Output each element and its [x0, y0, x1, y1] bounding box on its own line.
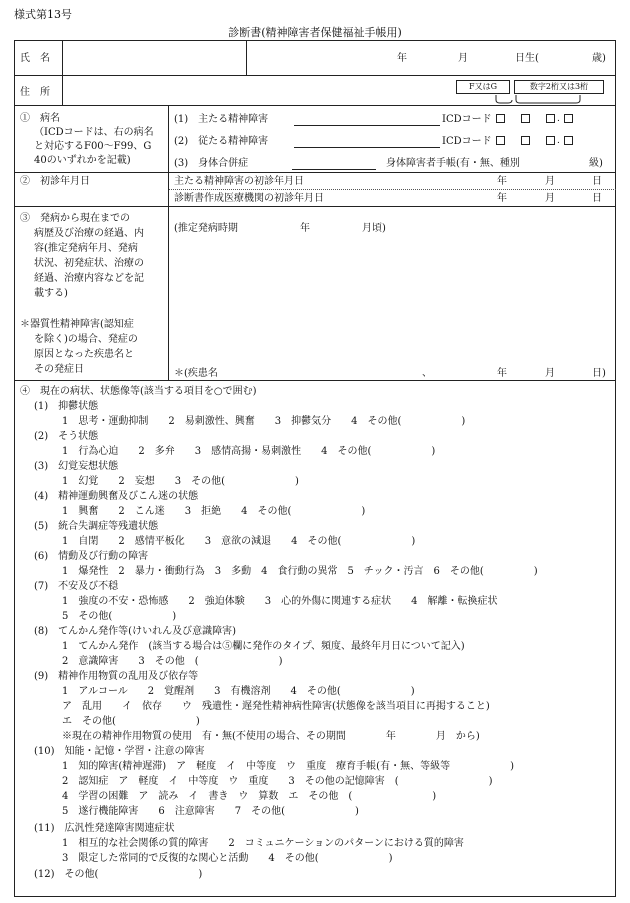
first-visit-institution-month: 月 — [545, 193, 555, 204]
causal-disease-label: ＊(疾患名 — [174, 368, 218, 379]
birth-year-unit: 年 — [397, 53, 407, 64]
s4-excitement-heading: (4) 精神運動興奮及びこん迷の状態 — [34, 491, 199, 502]
icd-digits-note: 数字2桁又は3桁 — [514, 80, 604, 94]
first-visit-institution-day: 日 — [592, 193, 602, 204]
s4-hallucination-heading: (3) 幻覚妄想状態 — [34, 461, 119, 472]
section3-label-line3: 容(推定発病年月、発病 — [34, 243, 138, 254]
icd-secondary-box3[interactable] — [546, 136, 555, 145]
s4-other-heading: (12) その他( ) — [34, 869, 203, 880]
rule-section2-middle — [168, 189, 616, 190]
rule-label-column — [62, 40, 63, 105]
s4-anxiety-heading: (7) 不安及び不穏 — [34, 581, 119, 592]
first-visit-institution-year: 年 — [497, 193, 507, 204]
s4-manic-items: 1 行為心迫 2 多弁 3 感情高揚・易刺激性 4 その他( ) — [62, 446, 436, 457]
section3-note-line3: 原因となった疾患名と — [34, 349, 134, 360]
icd-secondary-box1[interactable] — [496, 136, 505, 145]
physical-comorbidity-label: (3) 身体合併症 — [174, 158, 249, 169]
secondary-disorder-label: (2) 従たる精神障害 — [174, 136, 269, 147]
secondary-disorder-field[interactable] — [294, 147, 440, 148]
main-disorder-field[interactable] — [294, 125, 440, 126]
estimated-onset-label: (推定発病時期 — [174, 223, 238, 234]
icd-main-box1[interactable] — [496, 114, 505, 123]
handbook-grade-unit: 級) — [589, 158, 603, 169]
s4-developmental-item1: 1 相互的な社会関係の質的障害 2 コミュニケーションのパターンにおける質的障害 — [62, 838, 464, 849]
form-number: 様式第13号 — [14, 8, 72, 21]
s4-residual-items: 1 自閉 2 感情平板化 3 意欲の減退 4 その他( ) — [62, 536, 416, 547]
s4-behavior-items: 1 爆発性 2 暴力・衝動行為 3 多動 4 食行動の異常 5 チック・汚言 6 その他( ) — [62, 566, 538, 577]
s4-depressive-items: 1 思考・運動抑制 2 易刺激性、興奮 3 抑鬱気分 4 その他( ) — [62, 416, 466, 427]
icd-main-box4[interactable] — [564, 114, 573, 123]
s4-developmental-heading: (11) 広汎性発達障害関連症状 — [34, 823, 175, 834]
address-label: 住 所 — [20, 87, 50, 98]
icd-f-note: F又はG — [456, 80, 510, 94]
estimated-onset-year: 年 — [300, 223, 310, 234]
first-visit-institution-label: 診断書作成医療機関の初診年月日 — [174, 193, 324, 204]
section1-label-line3: と対応するF00～F99、G — [34, 141, 152, 152]
causal-disease-month: 月 — [545, 368, 555, 379]
disability-handbook-label: 身体障害者手帳(有・無、種別 — [386, 158, 520, 169]
s4-cognitive-item3: 4 学習の困難 ア 読み イ 書き ウ 算数 エ その他 ( ) — [62, 791, 437, 802]
section1-label-line2: （ICDコードは、右の病名 — [34, 127, 154, 138]
section3-label-line4: 状況、初発症状、治療の — [34, 258, 144, 269]
physical-comorbidity-field[interactable] — [292, 169, 376, 170]
name-label: 氏 名 — [20, 53, 50, 64]
s4-cognitive-item4: 5 遂行機能障害 6 注意障害 7 その他( ) — [62, 806, 359, 817]
age-unit: 歳) — [592, 53, 606, 64]
s4-anxiety-other: 5 その他( ) — [62, 611, 177, 622]
rule-section3-bottom — [14, 380, 616, 381]
s4-epilepsy-item1: 1 てんかん発作 (該当する場合は⑤欄に発作のタイプ、頻度、最終年月日について記入) — [62, 641, 465, 652]
section2-label: ② 初診年月日 — [20, 176, 90, 187]
s4-anxiety-items: 1 強度の不安・恐怖感 2 強迫体験 3 心的外傷に関連する症状 4 解離・転換症状 — [62, 596, 498, 607]
s4-cognitive-item2: 2 認知症 ア 軽度 イ 中等度 ウ 重度 3 その他の記憶障害 ( ) — [62, 776, 493, 787]
main-disorder-label: (1) 主たる精神障害 — [174, 114, 269, 125]
s4-excitement-items: 1 興奮 2 こん迷 3 拒絶 4 その他( ) — [62, 506, 366, 517]
icd-main-box2[interactable] — [521, 114, 530, 123]
s4-substance-items: 1 アルコール 2 覚醒剤 3 有機溶剤 4 その他( ) — [62, 686, 415, 697]
s4-epilepsy-item2: 2 意識障害 3 その他 ( ) — [62, 656, 283, 667]
causal-disease-day: 日) — [592, 368, 606, 379]
s4-substance-types: ア 乱用 イ 依存 ウ 残遺性・遅発性精神病性障害(状態像を該当項目に再掲すること) — [62, 701, 490, 712]
s4-substance-current-use: ※現在の精神作用物質の使用 有・無(不使用の場合、その期間 年 月 から) — [62, 731, 480, 742]
section3-label-line1: ③ 発病から現在までの — [20, 213, 130, 224]
section1-label-line1: ① 病名 — [20, 113, 60, 124]
icd-note-bracket — [490, 94, 590, 106]
icd-label-secondary: ICDコード — [442, 136, 492, 147]
rule-section2-bottom — [14, 206, 616, 207]
section3-label-line6: 載する) — [34, 288, 68, 299]
causal-disease-year: 年 — [497, 368, 507, 379]
birth-day-unit: 日生( — [515, 53, 539, 64]
icd-main-box3[interactable] — [546, 114, 555, 123]
rule-section1-bottom — [14, 172, 616, 173]
first-visit-main-month: 月 — [545, 176, 555, 187]
s4-developmental-item2: 3 限定した常同的で反復的な関心と活動 4 その他( ) — [62, 853, 393, 864]
s4-cognitive-item1: 1 知的障害(精神遅滞) ア 軽度 イ 中等度 ウ 重度 療育手帳(有・無、等級等 ) — [62, 761, 514, 772]
s4-depressive-heading: (1) 抑鬱状態 — [34, 401, 99, 412]
s4-substance-other: エ その他( ) — [62, 716, 200, 727]
first-visit-main-day: 日 — [592, 176, 602, 187]
section3-note-line4: その発症日 — [34, 364, 84, 375]
birth-month-unit: 月 — [458, 53, 468, 64]
section4-title: ④ 現在の病状、状態像等(該当する項目を○で囲む) — [20, 386, 257, 397]
document-title: 診断書(精神障害者保健福祉手帳用) — [228, 26, 402, 39]
first-visit-main-year: 年 — [497, 176, 507, 187]
section3-label-line2: 病歴及び治療の経過、内 — [34, 228, 144, 239]
s4-epilepsy-heading: (8) てんかん発作等(けいれん及び意識障害) — [34, 626, 236, 637]
rule-name-divider — [246, 40, 247, 75]
causal-disease-comma: 、 — [422, 368, 432, 379]
s4-behavior-heading: (6) 情動及び行動の障害 — [34, 551, 149, 562]
icd-main-dot: . — [557, 114, 560, 124]
s4-cognitive-heading: (10) 知能・記憶・学習・注意の障害 — [34, 746, 205, 757]
icd-label-main: ICDコード — [442, 114, 492, 125]
s4-residual-heading: (5) 統合失調症等残遺状態 — [34, 521, 159, 532]
rule-section-label-column — [168, 105, 169, 380]
section3-label-line5: 経過、治療内容などを記 — [34, 273, 144, 284]
section1-label-line4: 40のいずれかを記載) — [34, 155, 131, 166]
rule-name-bottom — [14, 75, 616, 76]
s4-hallucination-items: 1 幻覚 2 妄想 3 その他( ) — [62, 476, 299, 487]
icd-secondary-dot: . — [557, 136, 560, 146]
icd-secondary-box2[interactable] — [521, 136, 530, 145]
section3-note-line1: ＊器質性精神障害(認知症 — [20, 319, 134, 330]
first-visit-main-label: 主たる精神障害の初診年月日 — [174, 176, 304, 187]
s4-manic-heading: (2) そう状態 — [34, 431, 99, 442]
estimated-onset-month: 月頃) — [362, 223, 386, 234]
icd-secondary-box4[interactable] — [564, 136, 573, 145]
s4-substance-heading: (9) 精神作用物質の乱用及び依存等 — [34, 671, 199, 682]
section3-note-line2: を除く)の場合、発症の — [34, 334, 138, 345]
